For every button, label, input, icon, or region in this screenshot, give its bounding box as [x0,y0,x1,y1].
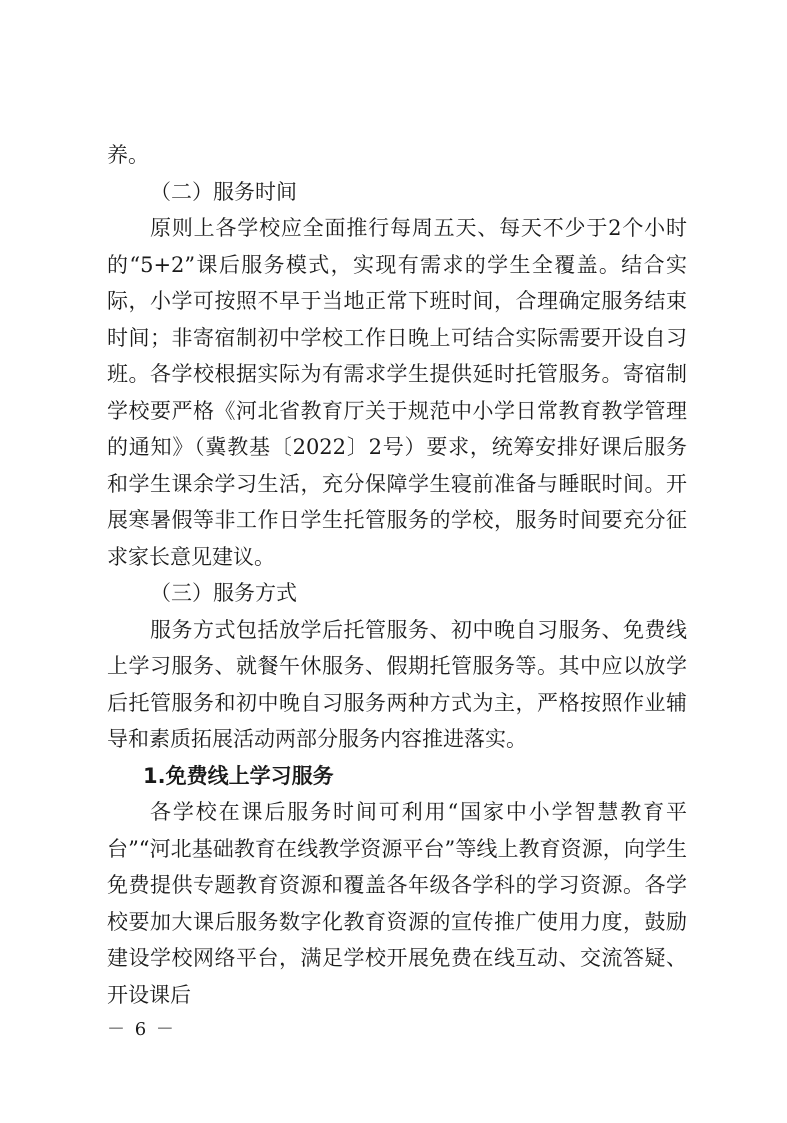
paragraph-service-mode: 服务方式包括放学后托管服务、初中晚自习服务、免费线上学习服务、就餐午休服务、假期托管服务等。其中应以放学后托管服务和初中晚自习服务两种方式为主，严格按照作业辅导和素质拓展活动两部分服务内容推进落实。 [107,617,687,751]
document-body [107,137,687,1013]
heading-service-time: （二）服务时间 [150,179,297,204]
paragraph-service-time: 原则上各学校应全面推行每周五天、每天不少于2个小时的“5+2”课后服务模式，实现有需求的学生全覆盖。结合实际，小学可按照不早于当地正常下班时间，合理确定服务结束时间；非寄宿制初中学校工作日晚上可结合实际需要开设自习班。各学校根据实际为有需求学生提供延时托管服务。寄宿制学校要严格《河北省教育厅关于规范中小学日常教育教学管理的通知》（冀教基〔2022〕2号）要求，统筹安排好课后服务和学生课余学习生活，充分保障学生寝前准备与睡眠时间。开展寒暑假等非工作日学生托管服务的学校，服务时间要充分征求家长意见建议。 [107,216,687,569]
heading-service-mode: （三）服务方式 [150,581,297,605]
page-number: － 6 － [107,1019,176,1040]
paragraph-continuation: 养。 [107,143,149,167]
paragraph-online-learning: 各学校在课后服务时间可利用“国家中小学智慧教育平台”“河北基础教育在线教学资源平台”等线上教育资源，向学生免费提供专题教育资源和覆盖各年级各学科的学习资源。各学校要加大课后服务数字化教育资源的宣传推广使用力度，鼓励建设学校网络平台，满足学校开展免费在线互动、交流答疑、开设课后 [107,800,687,1007]
heading-online-learning: 1.免费线上学习服务 [143,763,334,788]
